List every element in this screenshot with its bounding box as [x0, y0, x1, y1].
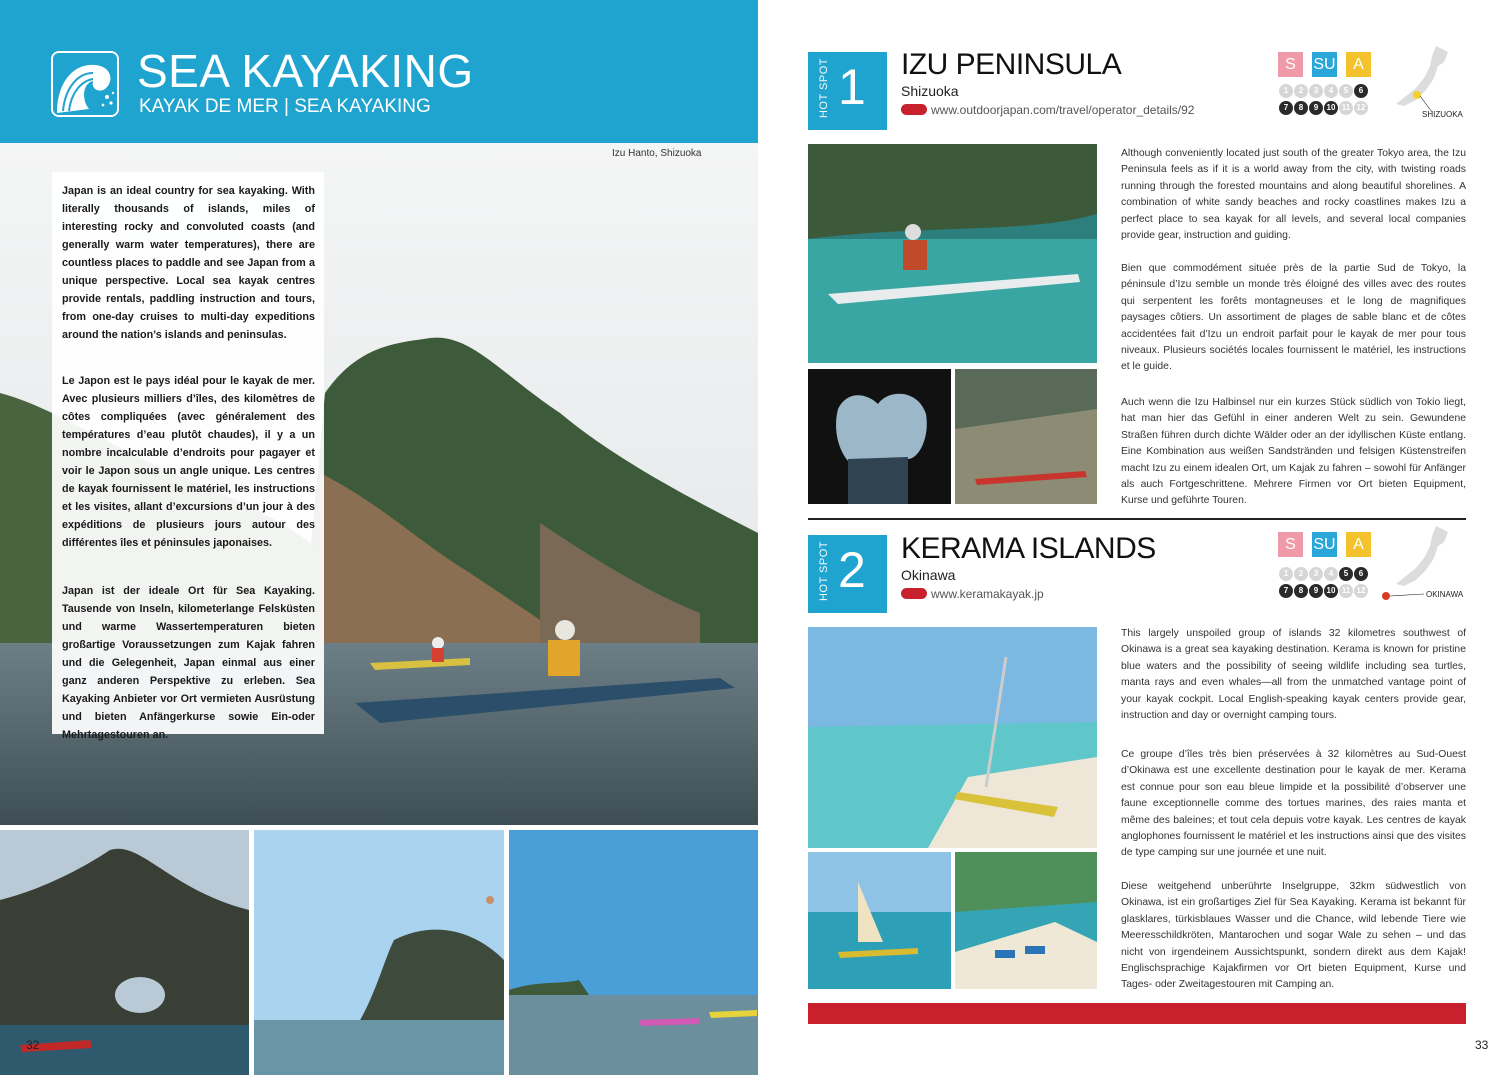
month-dot: 3 [1309, 84, 1323, 98]
page-subtitle: KAYAK DE MER | SEA KAYAKING [139, 96, 431, 117]
photo-beach-kayaks [955, 369, 1097, 504]
photo-kerama-sailing-kayak [808, 627, 1097, 848]
spot-1-text-english: Although conveniently located just south of the greater Tokyo area, the Izu Peninsula feels as if it is a world away from the city, with twisting roads running through the forested mountains and along beautiful shorelines. A combination of white sandy beaches and rocky coastlines makes Izu a perfect place to sea kayak for all levels, and several local companies provide gear, instruction and guiding. [1121, 148, 1466, 242]
month-dot-active: 10 [1324, 584, 1338, 598]
month-dot-active: 9 [1309, 101, 1323, 115]
web-icon [901, 588, 927, 599]
month-dot: 2 [1294, 567, 1308, 581]
hot-spot-label: HOT SPOT [818, 541, 830, 602]
season-summer-badge: SU [1312, 532, 1337, 557]
season-spring-badge: S [1278, 52, 1303, 77]
spot-title: KERAMA ISLANDS [901, 532, 1156, 565]
page-title: SEA KAYAKING [137, 45, 474, 97]
spot-title: IZU PENINSULA [901, 48, 1122, 81]
spot-region: Okinawa [901, 567, 956, 583]
month-dot: 1 [1279, 567, 1293, 581]
spot-1-text-french: Bien que commodément située près de la partie Sud de Tokyo, la péninsule d’Izu semble un monde très éloigné des villes avec des routes qui serpentent les forêts montagneuses et le long de magnifiques paysages côtiers. Un assortiment de plages de sable blanc et de côtes accidentées fait d’Izu un endroit parfait pour le kayak de mer pour tous niveaux. Plusieurs sociétés locales fournissent le matériel, les instructions et le guide. [1121, 263, 1466, 373]
spot-2-text-english: This largely unspoiled group of islands 32 kilometres southwest of Okinawa is a great sea kayaking destination. Kerama is known for pristine blue waters and the possibility of seeing wildlife including sea turtles, manta rays and even whales—all from the unmatched vantage point of your kayak cockpit. Local English-speaking kayak centers provide gear, instruction and day or overnight camping tours. [1121, 628, 1466, 722]
spot-url-link[interactable] [901, 103, 1194, 117]
section-divider [808, 518, 1466, 520]
season-summer-badge: SU [1312, 52, 1337, 77]
photo-kayakers-bay [509, 830, 758, 1075]
photo-cliff-jump [254, 830, 504, 1075]
season-autumn-badge: A [1346, 532, 1371, 557]
photo-izu-kayaker [808, 144, 1097, 363]
intro-english: Japan is an ideal country for sea kayaking. With literally thousands of islands, miles of interesting rocky and convoluted coasts (and generally warm water temperatures), there are countless places to paddle and see Japan from a unique perspective. Local sea kayak centres provide rentals, paddling instruction and tours, from one-day cruises to multi-day expeditions around the nation’s islands and peninsulas. [62, 185, 315, 341]
japan-map-icon [1376, 524, 1496, 602]
intro-text-box [52, 172, 324, 741]
spot-2-text-german: Diese weitgehend unberührte Inselgruppe, 32km südwestlich von Okinawa, ist ein großartiges Ziel für Sea Kayaking. Kerama ist bekannt für glasklares, türkisblaues Wasser und die Chance, wild lebende Tiere wie Meeresschildkröten, Mantarochen und sogar Wale zu sehen – und das nicht von irgendeinem Aussichtspunkt, sondern direkt aus dem Kajak! Englischsprachige Kajakfirmen vor Ort bieten Equipment, Kurse und Tages- oder Zweitagestouren mit Camping an. [1121, 881, 1466, 991]
month-calendar [1279, 84, 1374, 118]
spot-2-text-french: Ce groupe d’îles très bien préservées à 32 kilomètres au Sud-Ouest d’Okinawa est une excellente destination pour le kayak de mer. Kerama est connue pour son eau bleue limpide et la possibilité d’observer une faune exceptionnelle comme des tortues marines, des raies manta et même des baleines; et tout cela depuis votre kayak. Les centres de kayak anglophones fournissent le matériel et les instructions ainsi que des visites de type camping sur une journée et une nuit. [1121, 749, 1466, 859]
japan-map-icon [1376, 44, 1496, 122]
spot-url-text: www.keramakayak.jp [931, 587, 1044, 601]
month-dot: 4 [1324, 84, 1338, 98]
month-dot-active: 10 [1324, 101, 1338, 115]
month-dot: 12 [1354, 584, 1368, 598]
month-dot: 1 [1279, 84, 1293, 98]
spot-1-text-german: Auch wenn die Izu Halbinsel nur ein kurzes Stück südlich von Tokio liegt, hat man hier das Gefühl in einer anderen Welt zu sein. Gewundene Straßen führen durch dichte Wälder oder an der idyllischen Küste entlang. Eine Kombination aus weißen Sandstränden und felsigen Küstenstreifen macht Izu zu einem idealen Ort, um Kajak zu fahren – sowohl für Anfänger als auch Fortgeschrittene. Mehrere Firmen vor Ort bieten Equipment, Kurse und geführte Touren. [1121, 397, 1466, 507]
page-number-right: 33 [1475, 1038, 1489, 1052]
month-dot: 2 [1294, 84, 1308, 98]
photo-caption: Izu Hanto, Shizuoka [612, 148, 702, 159]
spot-url-link[interactable] [901, 587, 1044, 601]
hot-spot-tab-2 [808, 535, 887, 613]
page-number-left: 32 [26, 1038, 40, 1052]
spot-url-text: www.outdoorjapan.com/travel/operator_details/92 [931, 103, 1195, 117]
month-dot: 3 [1309, 567, 1323, 581]
intro-german: Japan ist der ideale Ort für Sea Kayaking. Tausende von Inseln, kilometerlange Felsküsten und warme Wassertemperaturen bieten großartige Voraussetzungen zum Kajak fahren und die Gelegenheit, Japan einmal aus einer ganz anderen Perspektive zu erleben. Sea Kayaking Anbieter vor Ort vermieten Ausrüstung und bieten Anfängerkurse sowie Ein-oder Mehrtagestouren an. [62, 585, 315, 741]
photo-outrigger-kayaks [808, 852, 951, 989]
map-region-label: OKINAWA [1426, 590, 1464, 599]
month-dot: 11 [1339, 101, 1353, 115]
month-dot-active: 7 [1279, 584, 1293, 598]
intro-french: Le Japon est le pays idéal pour le kayak de mer. Avec plusieurs milliers d’îles, des kilomètres de côtes compliquées (avec généralement des températures d’eau plutôt chaudes), il y a un nombre incalculable d’endroits pour pagayer et voir le Japon sous un angle unique. Les centres de kayak fournissent le matériel, les instructions et les visites, allant d’excursions d’un jour à des expéditions de plusieurs jours autour des différentes îles et péninsules japonaises. [62, 375, 315, 549]
map-region-label: SHIZUOKA [1422, 110, 1463, 119]
month-dot-active: 5 [1339, 567, 1353, 581]
month-dot-active: 8 [1294, 101, 1308, 115]
bottom-accent-bar [808, 1003, 1466, 1024]
month-dot: 4 [1324, 567, 1338, 581]
hot-spot-number: 1 [838, 59, 866, 115]
month-dot-active: 7 [1279, 101, 1293, 115]
photo-beach-tents [955, 852, 1097, 989]
month-dot: 12 [1354, 101, 1368, 115]
wave-logo-icon [51, 51, 119, 117]
season-spring-badge: S [1278, 532, 1303, 557]
hot-spot-number: 2 [838, 542, 866, 598]
month-dot: 5 [1339, 84, 1353, 98]
web-icon [901, 104, 927, 115]
month-dot-active: 9 [1309, 584, 1323, 598]
hot-spot-label: HOT SPOT [818, 58, 830, 119]
month-calendar [1279, 567, 1374, 601]
hot-spot-tab-1 [808, 52, 887, 130]
photo-sea-cave [808, 369, 951, 504]
season-autumn-badge: A [1346, 52, 1371, 77]
spot-region: Shizuoka [901, 83, 959, 99]
month-dot-active: 6 [1354, 567, 1368, 581]
month-dot-active: 6 [1354, 84, 1368, 98]
month-dot: 11 [1339, 584, 1353, 598]
month-dot-active: 8 [1294, 584, 1308, 598]
